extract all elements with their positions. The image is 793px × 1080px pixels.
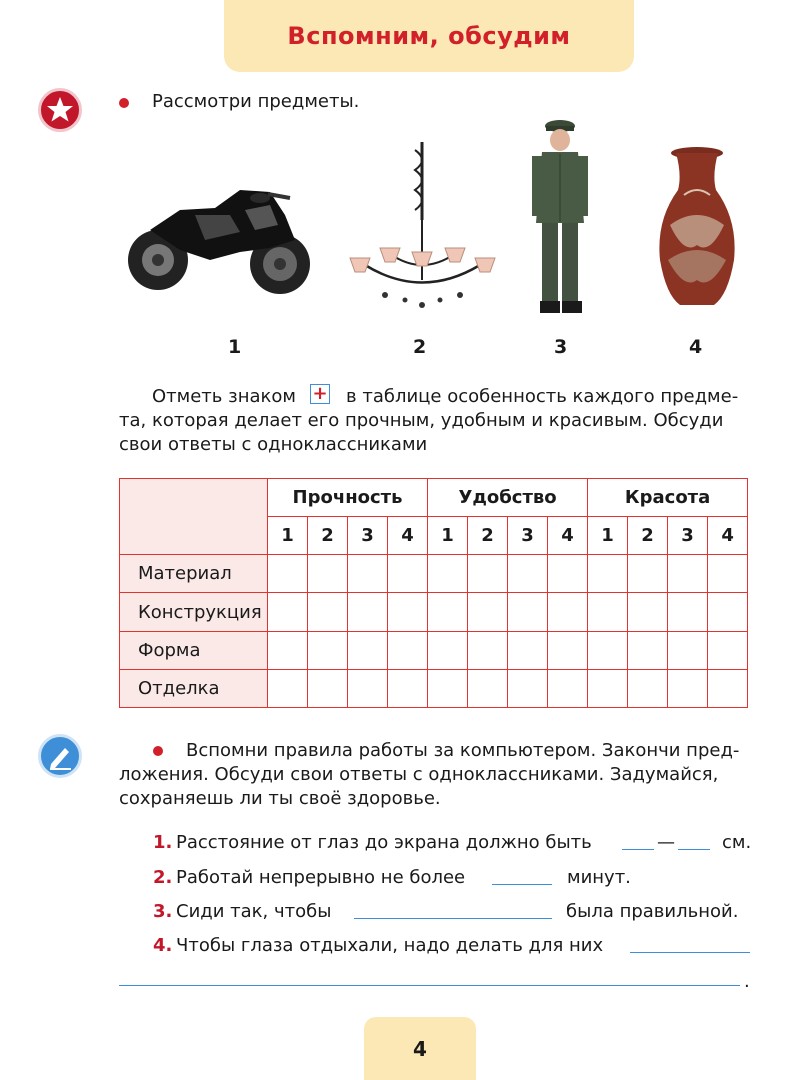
row-label: Материал xyxy=(120,555,268,593)
task1-text-line2: та, которая делает его прочным, удобным и красивым. Обсуди xyxy=(119,410,724,431)
table-cell[interactable] xyxy=(548,555,588,593)
table-cell[interactable] xyxy=(388,593,428,631)
item-label-4: 4 xyxy=(689,336,703,358)
chandelier-image xyxy=(345,140,500,315)
table-cell[interactable] xyxy=(428,593,468,631)
task2-line2: ложения. Обсуди свои ответы с одноклассниками. Задумайся, xyxy=(119,764,719,785)
table-cell[interactable] xyxy=(268,555,308,593)
sentence-1-dash: — xyxy=(657,832,675,853)
table-cell[interactable] xyxy=(308,669,348,707)
table-cell[interactable] xyxy=(588,555,628,593)
table-cell[interactable] xyxy=(308,631,348,669)
table-cell[interactable] xyxy=(708,631,748,669)
row-label: Отделка xyxy=(120,669,268,707)
star-icon xyxy=(38,88,82,132)
table-cell[interactable] xyxy=(428,669,468,707)
answer-blank-1b[interactable] xyxy=(678,849,710,850)
table-cell[interactable] xyxy=(628,669,668,707)
table-cell[interactable] xyxy=(468,631,508,669)
table-cell[interactable] xyxy=(548,669,588,707)
table-cell[interactable] xyxy=(668,669,708,707)
sentence-number-3: 3. xyxy=(153,901,173,922)
answer-blank-4a[interactable] xyxy=(630,952,750,953)
table-cell[interactable] xyxy=(508,631,548,669)
features-table xyxy=(119,478,748,708)
section-header xyxy=(224,0,634,72)
table-cell[interactable] xyxy=(308,593,348,631)
table-cell[interactable] xyxy=(348,631,388,669)
subcol-header: 1 xyxy=(588,517,628,555)
table-cell[interactable] xyxy=(388,631,428,669)
row-label: Конструкция xyxy=(120,593,268,631)
table-cell[interactable] xyxy=(348,555,388,593)
table-cell[interactable] xyxy=(308,555,348,593)
table-cell[interactable] xyxy=(508,669,548,707)
table-row xyxy=(120,631,748,669)
subcol-header: 1 xyxy=(268,517,308,555)
section-title: Вспомним, обсудим xyxy=(287,22,571,50)
table-cell[interactable] xyxy=(468,555,508,593)
table-cell[interactable] xyxy=(508,555,548,593)
subcol-header: 2 xyxy=(308,517,348,555)
sentence-1-unit: см. xyxy=(722,832,752,853)
task1-instruction: Рассмотри предметы. xyxy=(152,91,360,112)
sentence-number-4: 4. xyxy=(153,935,173,956)
table-cell[interactable] xyxy=(428,555,468,593)
table-cell[interactable] xyxy=(268,631,308,669)
bullet-icon xyxy=(119,98,129,108)
sentence-number-2: 2. xyxy=(153,867,173,888)
task1-text-b: в таблице особенность каждого предме- xyxy=(346,386,739,407)
subcol-header: 4 xyxy=(708,517,748,555)
subcol-header: 2 xyxy=(628,517,668,555)
table-cell[interactable] xyxy=(588,593,628,631)
sentence-2-text: Работай непрерывно не более xyxy=(176,867,466,888)
table-cell[interactable] xyxy=(388,669,428,707)
table-header-row xyxy=(120,479,748,517)
table-cell[interactable] xyxy=(708,555,748,593)
answer-blank-2[interactable] xyxy=(492,884,552,885)
sentence-number-1: 1. xyxy=(153,832,173,853)
table-cell[interactable] xyxy=(348,593,388,631)
table-cell[interactable] xyxy=(508,593,548,631)
table-cell[interactable] xyxy=(668,631,708,669)
subcol-header: 4 xyxy=(388,517,428,555)
sentence-2-unit: минут. xyxy=(567,867,631,888)
sentence-4-period: . xyxy=(744,971,750,992)
table-cell[interactable] xyxy=(708,593,748,631)
table-cell[interactable] xyxy=(388,555,428,593)
item-label-2: 2 xyxy=(413,336,427,358)
table-row xyxy=(120,555,748,593)
answer-blank-1a[interactable] xyxy=(622,849,654,850)
answer-blank-3[interactable] xyxy=(354,918,552,919)
group-header-convenience: Удобство xyxy=(428,479,588,517)
table-cell[interactable] xyxy=(668,593,708,631)
soldier-image xyxy=(528,118,593,318)
item-label-1: 1 xyxy=(228,336,242,358)
table-cell[interactable] xyxy=(628,555,668,593)
sentence-4-text: Чтобы глаза отдыхали, надо делать для них xyxy=(176,935,604,956)
subcol-header: 3 xyxy=(508,517,548,555)
task2-line1: Вспомни правила работы за компьютером. Закончи пред- xyxy=(186,740,740,761)
table-cell[interactable] xyxy=(468,593,508,631)
table-corner xyxy=(120,479,268,555)
sentence-3-text: Сиди так, чтобы xyxy=(176,901,332,922)
table-cell[interactable] xyxy=(468,669,508,707)
bullet-icon xyxy=(153,746,163,756)
subcol-header: 2 xyxy=(468,517,508,555)
sentence-3-end: была правильной. xyxy=(566,901,739,922)
table-cell[interactable] xyxy=(668,555,708,593)
table-cell[interactable] xyxy=(268,593,308,631)
group-header-strength: Прочность xyxy=(268,479,428,517)
group-header-beauty: Красота xyxy=(588,479,748,517)
answer-blank-4b[interactable] xyxy=(119,985,740,986)
table-cell[interactable] xyxy=(588,669,628,707)
table-row xyxy=(120,669,748,707)
table-cell[interactable] xyxy=(548,631,588,669)
table-cell[interactable] xyxy=(428,631,468,669)
subcol-header: 3 xyxy=(668,517,708,555)
page-number-tab xyxy=(364,1017,476,1080)
sentence-1-text: Расстояние от глаз до экрана должно быть xyxy=(176,832,592,853)
table-row xyxy=(120,593,748,631)
task2-line3: сохраняешь ли ты своё здоровье. xyxy=(119,788,441,809)
item-label-3: 3 xyxy=(554,336,568,358)
table-cell[interactable] xyxy=(268,669,308,707)
row-label: Форма xyxy=(120,631,268,669)
subcol-header: 1 xyxy=(428,517,468,555)
task1-text-a: Отметь знаком xyxy=(152,386,296,407)
motorcycle-image xyxy=(120,170,315,305)
table-cell[interactable] xyxy=(628,593,668,631)
plus-box-icon: + xyxy=(310,384,330,404)
subcol-header: 4 xyxy=(548,517,588,555)
pencil-icon xyxy=(38,734,82,778)
task1-text-line3: свои ответы с одноклассниками xyxy=(119,434,428,455)
vase-image xyxy=(650,145,745,310)
table-cell[interactable] xyxy=(628,631,668,669)
table-cell[interactable] xyxy=(588,631,628,669)
table-cell[interactable] xyxy=(348,669,388,707)
subcol-header: 3 xyxy=(348,517,388,555)
page-number: 4 xyxy=(413,1036,427,1061)
table-cell[interactable] xyxy=(708,669,748,707)
table-cell[interactable] xyxy=(548,593,588,631)
